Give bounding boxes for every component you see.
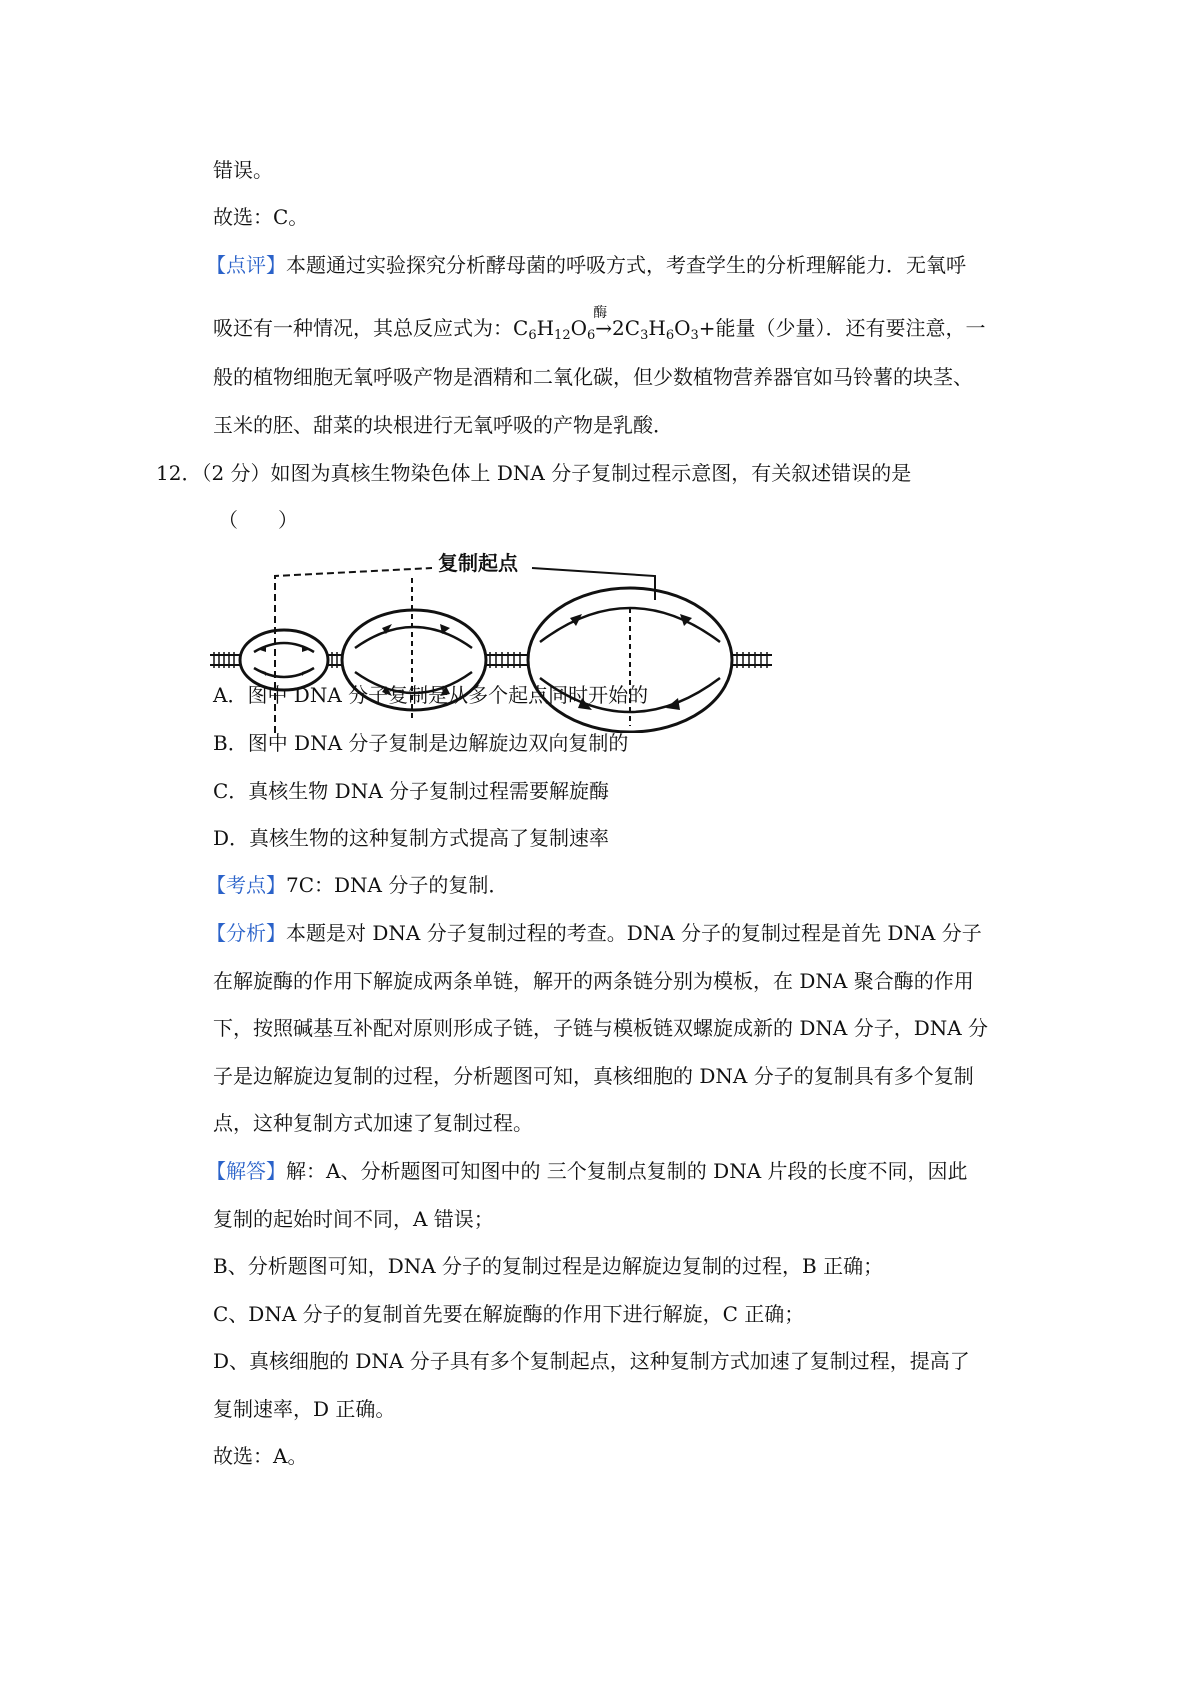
reaction-line: 吸还有一种情况，其总反应式为：$C_6H_{12}O_6\to$ 酶 $2C_3H_6O_3+$能量（少量）．还有要注意，一 (213, 313, 986, 351)
option-b: B．图中 DNA 分子复制是边解旋边双向复制的 (213, 731, 629, 755)
reaction-formula: $C_6H_{12}O_6\to$ 酶 $2C_3H_6O_3$ (513, 316, 699, 340)
answer-tag: 解答 (226, 1159, 266, 1183)
text-line: 错误。 (213, 158, 273, 182)
enzyme-label: 酶 (593, 305, 608, 321)
text-line: 复制速率，D 正确。 (213, 1397, 396, 1421)
text-line: C、DNA 分子的复制首先要在解旋酶的作用下进行解旋，C 正确； (213, 1302, 805, 1326)
comment-tag: 点评 (226, 253, 266, 277)
text-line: 下，按照碱基互补配对原则形成子链，子链与模板链双螺旋成新的 DNA 分子，DNA 分 (213, 1016, 989, 1040)
text-line: 般的植物细胞无氧呼吸产物是酒精和二氧化碳，但少数植物营养器官如马铃薯的块茎、 (213, 365, 973, 389)
text-line: B、分析题图可知，DNA 分子的复制过程是边解旋边复制的过程，B 正确； (213, 1254, 884, 1278)
text-line: 玉米的胚、甜菜的块根进行无氧呼吸的产物是乳酸． (213, 413, 673, 437)
answer-paragraph: 【解答】解：A、分析题图可知图中的 三个复制点复制的 DNA 片段的长度不同，因此 (206, 1159, 968, 1183)
text-line: 故选：C。 (213, 205, 309, 229)
option-d: D．真核生物的这种复制方式提高了复制速率 (213, 826, 610, 850)
option-a: A．图中 DNA 分子复制是从多个起点同时开始的 (213, 683, 649, 707)
analysis-paragraph: 【分析】本题是对 DNA 分子复制过程的考查。DNA 分子的复制过程是首先 DNA 分子 (206, 921, 982, 945)
question-12-stem: 12．（2 分）如图为真核生物染色体上 DNA 分子复制过程示意图，有关叙述错误的是 (156, 461, 912, 485)
text-line: 故选：A。 (213, 1444, 308, 1468)
analysis-tag: 分析 (226, 921, 266, 945)
option-c: C．真核生物 DNA 分子复制过程需要解旋酶 (213, 779, 609, 803)
text-line: 子是边解旋边复制的过程，分析题图可知，真核细胞的 DNA 分子的复制具有多个复制 (213, 1064, 974, 1088)
comment-paragraph: 【点评】本题通过实验探究分析酵母菌的呼吸方式，考查学生的分析理解能力．无氧呼 (206, 253, 966, 277)
text-line: 复制的起始时间不同，A 错误； (213, 1207, 494, 1231)
knowledge-tag: 考点 (226, 873, 266, 897)
dna-helix (210, 655, 772, 665)
origin-pointer-line (532, 568, 655, 600)
text-line: 在解旋酶的作用下解旋成两条单链，解开的两条链分别为模板，在 DNA 聚合酶的作用 (213, 969, 974, 993)
text-line: 点，这种复制方式加速了复制过程。 (213, 1111, 533, 1135)
origin-label: 复制起点 (438, 551, 518, 575)
question-12-paren: （ ） (218, 508, 298, 532)
text-line: D、真核细胞的 DNA 分子具有多个复制起点，这种复制方式加速了复制过程，提高了 (213, 1349, 970, 1373)
helix-rungs (214, 652, 767, 668)
knowledge-point: 【考点】7C：DNA 分子的复制． (206, 873, 509, 897)
